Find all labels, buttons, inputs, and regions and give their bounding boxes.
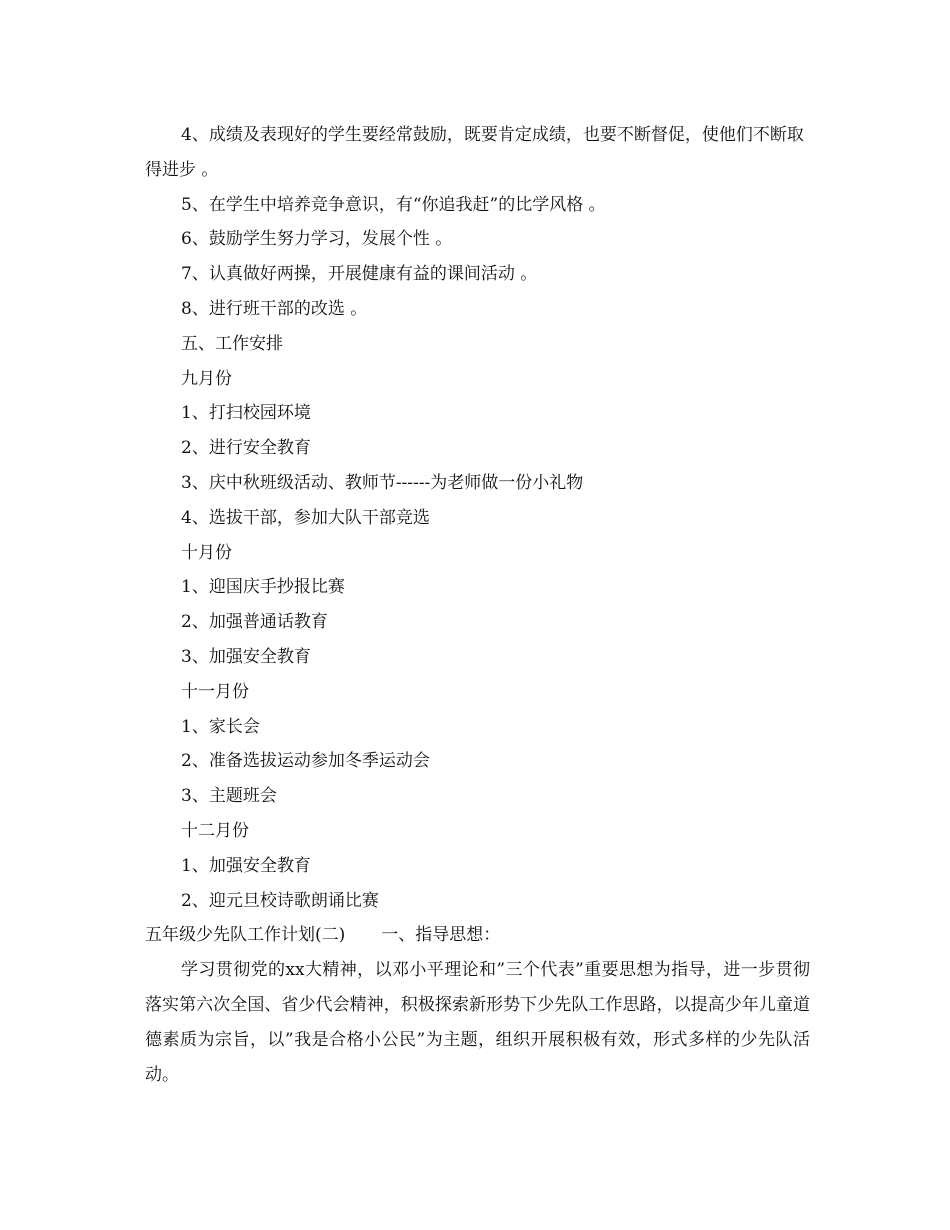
plan-two-heading-line xyxy=(145,918,810,953)
item-5: 5、在学生中培养竞争意识，有“你追我赶”的比学风格 。 xyxy=(181,194,606,215)
month-heading-november: 十一月份 xyxy=(181,681,249,702)
october-item-2: 2、加强普通话教育 xyxy=(181,612,328,633)
plan-two-section-guiding-ideology: 一、指导思想： xyxy=(381,925,501,946)
november-item-3: 3、主题班会 xyxy=(181,786,277,807)
november-item-2: 2、准备选拔运动参加冬季运动会 xyxy=(181,751,430,772)
item-7: 7、认真做好两操，开展健康有益的课间活动 。 xyxy=(181,264,538,285)
section-heading-work-arrangement: 五、工作安排 xyxy=(181,333,283,354)
plan-two-title: 五年级少先队工作计划(二) xyxy=(145,925,346,946)
document-body xyxy=(145,118,810,1092)
september-item-2: 2、进行安全教育 xyxy=(181,438,311,459)
september-item-4: 4、选拔干部，参加大队干部竞选 xyxy=(181,507,430,528)
month-heading-october: 十月份 xyxy=(181,542,232,563)
september-item-3: 3、庆中秋班级活动、教师节------为老师做一份小礼物 xyxy=(181,472,584,493)
item-8: 8、进行班干部的改选 。 xyxy=(181,298,368,319)
december-item-2: 2、迎元旦校诗歌朗诵比赛 xyxy=(181,890,379,911)
item-6: 6、鼓励学生努力学习，发展个性 。 xyxy=(181,229,453,250)
september-item-1: 1、打扫校园环境 xyxy=(181,403,311,424)
guiding-ideology-paragraph: 学习贯彻党的xx大精神，以邓小平理论和”三个代表”重要思想为指导，进一步贯彻落实第六次全国、省少代会精神，积极探索新形势下少先队工作思路，以提高少年儿童道德素质为宗旨，以”我是合格小公民”为主题，组织开展积极有效，形式多样的少先队活动。 xyxy=(145,960,810,1085)
october-item-1: 1、迎国庆手抄报比赛 xyxy=(181,577,345,598)
november-item-1: 1、家长会 xyxy=(181,716,260,737)
month-heading-september: 九月份 xyxy=(181,368,232,389)
december-item-1: 1、加强安全教育 xyxy=(181,855,311,876)
month-heading-december: 十二月份 xyxy=(181,820,249,841)
item-4-paragraph: 4、成绩及表现好的学生要经常鼓励，既要肯定成绩，也要不断督促，使他们不断取得进步 。 xyxy=(145,125,804,180)
october-item-3: 3、加强安全教育 xyxy=(181,646,311,667)
